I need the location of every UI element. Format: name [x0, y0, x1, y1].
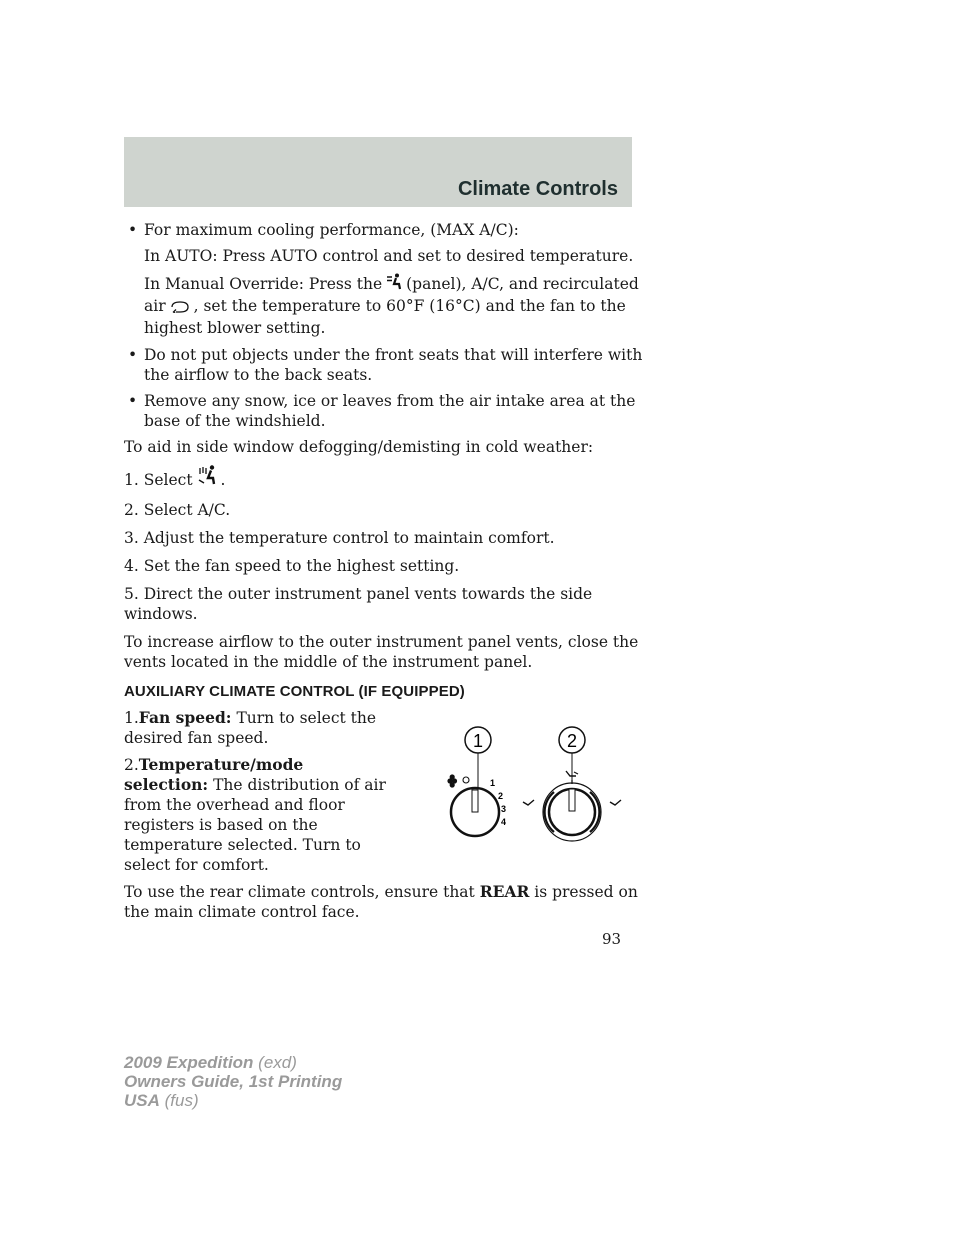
recirculate-icon	[170, 298, 190, 318]
manual-text-air: air	[144, 297, 166, 315]
aux-item-temperature	[124, 755, 389, 875]
fan-icon	[447, 774, 457, 787]
footer-line-1	[124, 1053, 342, 1072]
callout-2-label: 2	[566, 731, 578, 751]
item-text: The distribution of air from the overhead and floor registers is based on the temperature selected. Turn to select for comfort.	[124, 776, 386, 874]
header-band	[124, 137, 632, 207]
fan-speed-knob[interactable]	[451, 788, 499, 836]
temperature-mode-knob[interactable]	[543, 783, 601, 841]
aux-heading: AUXILIARY CLIMATE CONTROL (IF EQUIPPED)	[124, 683, 465, 700]
bullet-text: For maximum cooling performance, (MAX A/C):	[144, 221, 519, 239]
page-content	[124, 220, 644, 929]
defog-step-1	[124, 465, 644, 492]
item-label: Fan speed:	[138, 708, 232, 727]
aux-item-fan-speed	[124, 708, 389, 748]
bullet-dot: •	[128, 221, 138, 239]
fan-level-1: 1	[490, 778, 496, 788]
fan-level-3: 3	[501, 804, 507, 814]
panel-vent-icon	[386, 273, 402, 296]
rear-text-before: To use the rear climate controls, ensure that	[124, 883, 475, 901]
footer-market-code: (fus)	[159, 1091, 199, 1110]
floor-defrost-icon	[197, 465, 217, 492]
callout-1-label: 1	[472, 731, 484, 751]
rear-label: REAR	[479, 882, 530, 901]
manual-text-before: In Manual Override: Press the	[144, 275, 383, 293]
bullet-text: Remove any snow, ice or leaves from the air intake area at the base of the windshield.	[144, 392, 636, 430]
footer-model-code: (exd)	[253, 1053, 297, 1072]
item-text: Turn to select the desired fan speed.	[124, 709, 377, 747]
defog-step-3: 3. Adjust the temperature control to maintain comfort.	[124, 529, 555, 547]
fan-level-4: 4	[501, 817, 507, 827]
defog-intro: To aid in side window defogging/demisting in cold weather:	[124, 438, 594, 456]
bullet-max-ac	[124, 220, 644, 240]
manual-text-after: , set the temperature to 60°F (16°C) and the fan to the highest blower setting.	[144, 297, 626, 337]
bullet-dot: •	[128, 392, 138, 410]
aux-rear-note	[124, 882, 644, 922]
bullet-text: Do not put objects under the front seats that will interfere with the airflow to the back seats.	[144, 346, 643, 384]
off-position-marker	[463, 777, 469, 783]
section-title: Climate Controls	[457, 178, 618, 200]
defog-step-4: 4. Set the fan speed to the highest setting.	[124, 557, 460, 575]
auto-instruction: In AUTO: Press AUTO control and set to desired temperature.	[144, 247, 634, 265]
bullet-dot: •	[128, 346, 138, 364]
manual-text-mid: (panel), A/C, and recirculated	[406, 275, 639, 293]
manual-instruction	[124, 273, 644, 338]
item-number: 2.	[124, 756, 139, 774]
rear-text-after: is pressed on the main climate control face.	[124, 883, 638, 921]
defog-outro: To increase airflow to the outer instrument panel vents, close the vents located in the middle of the instrument panel.	[124, 633, 639, 671]
page-number: 93	[602, 930, 622, 948]
step1-text: 1. Select	[124, 471, 193, 489]
footer	[124, 1053, 342, 1110]
defog-step-5: 5. Direct the outer instrument panel vents towards the side windows.	[124, 585, 593, 623]
aux-control-figure	[424, 726, 654, 846]
footer-line-2: Owners Guide, 1st Printing	[124, 1072, 343, 1091]
aux-block	[124, 708, 644, 922]
footer-market: USA	[124, 1091, 160, 1110]
bullet-air-intake	[124, 391, 644, 431]
footer-line-3	[124, 1091, 342, 1110]
aux-text	[124, 708, 389, 875]
footer-model: 2009 Expedition	[124, 1053, 254, 1072]
fan-level-2: 2	[498, 791, 504, 801]
item-label: Temperature/mode selection:	[124, 755, 304, 794]
step1-period: .	[220, 471, 226, 489]
item-number: 1.	[124, 709, 139, 727]
bullet-front-seats	[124, 345, 644, 385]
defog-step-2: 2. Select A/C.	[124, 501, 231, 519]
